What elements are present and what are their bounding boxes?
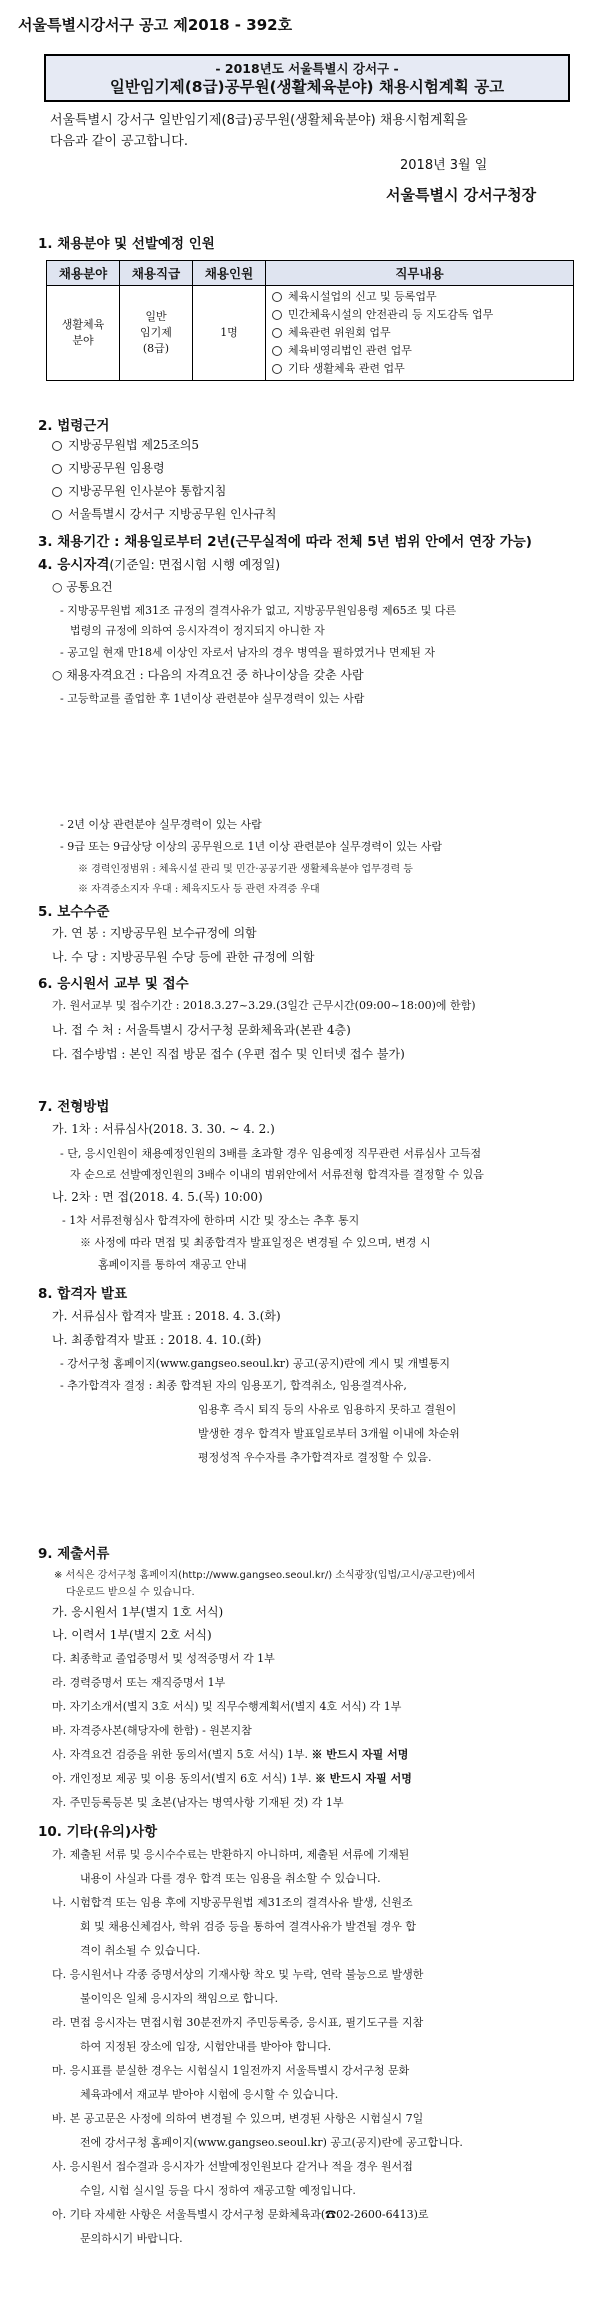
signature-note: ※ 반드시 자필 서명 [314, 1772, 412, 1785]
qualification-line: - 고등학교를 졸업한 후 1년이상 관련분야 실무경력이 있는 사람 [60, 692, 365, 705]
count-cell: 1명 [193, 286, 266, 381]
title-main: 일반임기제(8급)공무원(생활체육분야) 채용시험계획 공고 [109, 78, 505, 96]
selection-line: - 1차 서류전형심사 합격자에 한하며 시간 및 장소는 추후 통지 [62, 1214, 360, 1227]
table-header: 채용분야 [47, 261, 120, 286]
section-8-heading: 8. 합격자 발표 [38, 1286, 128, 1302]
circle-bullet-icon [272, 328, 282, 338]
application-line: 가. 원서교부 및 접수기간 : 2018.3.27~3.29.(3일간 근무시간(09:00~18:00)에 한함) [52, 999, 476, 1012]
law-basis-item [52, 436, 199, 453]
notice-line: 아. 기타 자세한 사항은 서울특별시 강서구청 문화체육과(☎02-2600-6413)로 [52, 2208, 429, 2221]
duty-text: 체육비영리법인 관련 업무 [288, 344, 412, 357]
announcement-line: 평정성적 우수자를 추가합격자로 결정할 수 있음. [198, 1451, 432, 1464]
notice-line: 나. 시험합격 또는 임용 후에 지방공무원법 제31조의 결격사유 발생, 신원조 [52, 1896, 413, 1909]
selection-note: ※ 사정에 따라 면접 및 최종합격자 발표일정은 변경될 수 있으며, 변경 시 [80, 1236, 431, 1249]
intro-paragraph [50, 110, 570, 152]
announcement-line: 나. 최종합격자 발표 : 2018. 4. 10.(화) [52, 1333, 262, 1347]
announcement-line: - 강서구청 홈페이지(www.gangseo.seoul.kr) 공고(공지)란에 게시 및 개별통지 [60, 1357, 451, 1370]
circle-bullet-icon [52, 510, 62, 520]
section-3-label: 3. 채용기간 : [38, 534, 120, 550]
table-header: 채용인원 [193, 261, 266, 286]
qualification-line: - 지방공무원법 제31조 규정의 결격사유가 없고, 지방공무원임용령 제65조 및 다른 [60, 604, 457, 617]
law-basis-item [52, 459, 165, 476]
circle-bullet-icon [52, 464, 62, 474]
duty-text: 체육관련 위원회 업무 [288, 326, 391, 339]
qualification-line: - 9급 또는 9급상당 이상의 공무원으로 1년 이상 관련분야 실무경력이 있는 사람 [60, 840, 442, 853]
notice-line: 마. 응시표를 분실한 경우는 시험실시 1일전까지 서울특별시 강서구청 문화 [52, 2064, 410, 2077]
qualification-line: - 공고일 현재 만18세 이상인 자로서 남자의 경우 병역을 필하였거나 면제된 자 [60, 646, 435, 659]
table-header: 직무내용 [266, 261, 574, 286]
qualification-line: 법령의 규정에 의하여 응시자격이 정지되지 아니한 자 [70, 624, 325, 637]
field-line: 생활체육 [61, 318, 105, 331]
law-basis-text: 지방공무원법 제25조의5 [68, 438, 200, 452]
form-download-note: ※ 서식은 강서구청 홈페이지(http://www.gangseo.seoul.kr/) 소식광장(입법/고시/공고란)에서 [54, 1570, 476, 1581]
section-4-label: 4. 응시자격 [38, 557, 110, 573]
document-item-text: 사. 자격요건 검증을 위한 동의서(별지 5호 서식) 1부. [52, 1748, 308, 1761]
section-10-heading: 10. 기타(유의)사항 [38, 1824, 158, 1840]
notice-line: 격이 취소될 수 있습니다. [80, 1944, 201, 1957]
notice-line: 전에 강서구청 홈페이지(www.gangseo.seoul.kr) 공고(공지)란에 공고합니다. [80, 2136, 463, 2149]
field-line: 분야 [72, 334, 94, 347]
document-item: 마. 자기소개서(별지 3호 서식) 및 직무수행계획서(별지 4호 서식) 각 1부 [52, 1700, 402, 1713]
section-3-text: 채용일로부터 2년(근무실적에 따라 전체 5년 범위 안에서 연장 가능) [124, 534, 532, 550]
selection-line: 자 순으로 선발예정인원의 3배수 이내의 범위안에서 서류전형 합격자를 결정할 수 있음 [70, 1168, 484, 1181]
law-basis-text: 지방공무원 인사분야 통합지침 [68, 484, 227, 498]
document-number: 서울특별시강서구 공고 제2018 - 392호 [18, 16, 293, 34]
qualification-line: - 2년 이상 관련분야 실무경력이 있는 사람 [60, 818, 262, 831]
section-9-heading: 9. 제출서류 [38, 1546, 110, 1562]
duty-text: 민간체육시설의 안전관리 등 지도감독 업무 [288, 308, 494, 321]
application-line: 다. 접수방법 : 본인 직접 방문 접수 (우편 접수 및 인터넷 접수 불가) [52, 1047, 405, 1061]
salary-line: 가. 연 봉 : 지방공무원 보수규정에 의함 [52, 926, 257, 940]
circle-bullet-icon [272, 292, 282, 302]
issuing-office: 서울특별시 강서구청장 [386, 186, 537, 204]
qualification-note: ※ 경력인정범위 : 체육시설 관리 및 민간·공공기관 생활체육분야 업무경력 등 [78, 864, 413, 875]
circle-bullet-icon [52, 441, 62, 451]
notice-line: 회 및 채용신체검사, 학위 검증 등을 통하여 결격사유가 발견될 경우 합 [80, 1920, 416, 1933]
section-4-suffix: (기준일: 면접시험 시행 예정일) [109, 557, 281, 572]
title-subtitle: - 2018년도 서울특별시 강서구 - [215, 61, 399, 76]
law-basis-text: 서울특별시 강서구 지방공무원 인사규칙 [68, 507, 277, 521]
document-item [52, 1746, 408, 1762]
document-item: 바. 자격증사본(해당자에 한함) - 원본지참 [52, 1724, 252, 1737]
notice-date: 2018년 3월 일 [400, 158, 488, 173]
law-basis-text: 지방공무원 임용령 [68, 461, 165, 475]
duty-item [272, 342, 567, 360]
duty-item [272, 288, 567, 306]
duty-text: 기타 생활체육 관련 업무 [288, 362, 405, 375]
law-basis-item [52, 505, 277, 522]
duty-item [272, 324, 567, 342]
duty-item [272, 360, 567, 378]
document-item [52, 1770, 412, 1786]
duty-cell [266, 286, 574, 381]
document-item: 라. 경력증명서 또는 재직증명서 1부 [52, 1676, 226, 1689]
document-item: 가. 응시원서 1부(별지 1호 서식) [52, 1605, 224, 1619]
announcement-line: - 추가합격자 결정 : 최종 합격된 자의 임용포기, 합격취소, 임용결격사유, [60, 1379, 407, 1392]
law-basis-item [52, 482, 226, 499]
qualification-line: ○ 공통요건 [52, 580, 113, 594]
notice-line: 문의하시기 바랍니다. [80, 2232, 183, 2245]
selection-note: 홈페이지를 통하여 재공고 안내 [98, 1258, 247, 1271]
grade-line: 일반 [145, 310, 167, 323]
title-box [44, 54, 570, 102]
grade-cell [120, 286, 193, 381]
section-7-heading: 7. 전형방법 [38, 1099, 110, 1115]
circle-bullet-icon [272, 310, 282, 320]
table-header: 채용직급 [120, 261, 193, 286]
announcement-line: 임용후 즉시 퇴직 등의 사유로 임용하지 못하고 결원이 [198, 1403, 457, 1416]
notice-line: 불이익은 일체 응시자의 책임으로 합니다. [80, 1992, 279, 2005]
announcement-line: 가. 서류심사 합격자 발표 : 2018. 4. 3.(화) [52, 1309, 281, 1323]
salary-line: 나. 수 당 : 지방공무원 수당 등에 관한 규정에 의함 [52, 950, 315, 964]
announcement-line: 발생한 경우 합격자 발표일로부터 3개월 이내에 차순위 [198, 1427, 460, 1440]
document-item: 자. 주민등록등본 및 초본(남자는 병역사항 기재된 것) 각 1부 [52, 1796, 344, 1809]
selection-line: 나. 2차 : 면 접(2018. 4. 5.(목) 10:00) [52, 1190, 263, 1204]
recruitment-table [46, 260, 574, 381]
qualification-note: ※ 자격증소지자 우대 : 체육지도사 등 관련 자격증 우대 [78, 884, 320, 895]
notice-line: 체육과에서 재교부 받아야 시험에 응시할 수 있습니다. [80, 2088, 339, 2101]
intro-line-1: 서울특별시 강서구 일반임기제(8급)공무원(생활체육분야) 채용시험계획을 [50, 113, 468, 128]
grade-line: (8급) [142, 342, 170, 355]
section-4-heading [38, 553, 280, 573]
notice-line: 바. 본 공고문은 사정에 의하여 변경될 수 있으며, 변경된 사항은 시험실시 7일 [52, 2112, 424, 2125]
circle-bullet-icon [52, 487, 62, 497]
section-3-heading [38, 530, 532, 550]
qualification-line: ○ 채용자격요건 : 다음의 자격요건 중 하나이상을 갖춘 사람 [52, 668, 364, 682]
circle-bullet-icon [272, 346, 282, 356]
document-item-text: 아. 개인정보 제공 및 이용 동의서(별지 6호 서식) 1부. [52, 1772, 312, 1785]
notice-line: 라. 면접 응시자는 면접시험 30분전까지 주민등록증, 응시표, 필기도구를 지참 [52, 2016, 424, 2029]
field-cell [47, 286, 120, 381]
document-item: 다. 최종학교 졸업증명서 및 성적증명서 각 1부 [52, 1652, 275, 1665]
notice-line: 사. 응시원서 접수결과 응시자가 선발예정인원보다 같거나 적을 경우 원서접 [52, 2160, 413, 2173]
circle-bullet-icon [272, 364, 282, 374]
table-header-row [47, 261, 574, 286]
section-5-heading: 5. 보수수준 [38, 904, 110, 920]
intro-line-2: 다음과 같이 공고합니다. [50, 134, 188, 149]
grade-line: 임기제 [140, 326, 172, 339]
table-row [47, 286, 574, 381]
notice-line: 가. 제출된 서류 및 응시수수료는 반환하지 아니하며, 제출된 서류에 기재된 [52, 1848, 410, 1861]
notice-line: 내용이 사실과 다를 경우 합격 또는 임용을 취소할 수 있습니다. [80, 1872, 381, 1885]
section-1-heading: 1. 채용분야 및 선발예정 인원 [38, 236, 215, 252]
form-download-note: 다운로드 받으실 수 있습니다. [66, 1587, 195, 1598]
document-item: 나. 이력서 1부(별지 2호 서식) [52, 1628, 212, 1642]
notice-line: 하여 지정된 장소에 입장, 시험안내를 받아야 합니다. [80, 2040, 332, 2053]
notice-line: 다. 응시원서나 각종 증명서상의 기재사항 착오 및 누락, 연락 불능으로 발생한 [52, 1968, 424, 1981]
section-6-heading: 6. 응시원서 교부 및 접수 [38, 976, 189, 992]
selection-line: - 단, 응시인원이 채용예정인원의 3배를 초과할 경우 임용예정 직무관련 서류심사 고득점 [60, 1147, 482, 1160]
duty-item [272, 306, 567, 324]
application-line: 나. 접 수 처 : 서울특별시 강서구청 문화체육과(본관 4층) [52, 1023, 351, 1037]
signature-note: ※ 반드시 자필 서명 [311, 1748, 409, 1761]
notice-line: 수일, 시험 실시일 등을 다시 정하여 재공고할 예정입니다. [80, 2184, 356, 2197]
duty-text: 체육시설업의 신고 및 등록업무 [288, 290, 437, 303]
section-2-heading: 2. 법령근거 [38, 418, 110, 434]
selection-line: 가. 1차 : 서류심사(2018. 3. 30. ~ 4. 2.) [52, 1122, 275, 1136]
